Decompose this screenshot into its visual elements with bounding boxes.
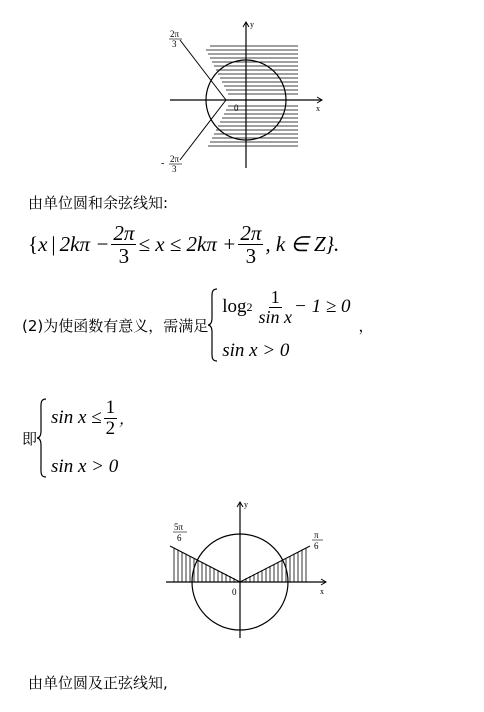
angle-bottom-den: 3 (172, 164, 177, 174)
brace-open: { (28, 232, 39, 257)
y-label: y (250, 20, 254, 29)
case-2: sin x > 0 (222, 340, 290, 361)
tail: − 1 ≥ 0 (294, 296, 351, 318)
y-label: y (244, 500, 248, 509)
frac-den: 2 (105, 417, 116, 439)
var-x: x (38, 232, 48, 257)
frac-num: 2π (113, 221, 135, 245)
tail: , k ∈ Z}. (265, 232, 340, 257)
angle-top-den: 3 (172, 39, 177, 49)
condition-system-2 (22, 398, 134, 478)
case-2: sin x > 0 (51, 456, 119, 477)
frac-den: 3 (118, 244, 130, 269)
angle-right-den: 6 (314, 541, 319, 551)
sin-le: sin x ≤ (51, 407, 102, 429)
case-1 (51, 398, 134, 439)
log: log (222, 296, 247, 318)
frac-den: sin x (258, 306, 293, 327)
figure-cosine-unit-circle (150, 18, 330, 178)
log-base: 2 (246, 299, 253, 314)
system-brace-2 (37, 398, 134, 478)
bar: | (51, 232, 56, 257)
left-bound: 2kπ − (59, 232, 110, 257)
system-brace-1 (208, 288, 350, 362)
comma: ， (358, 316, 374, 335)
figure-sine-unit-circle (160, 498, 340, 648)
frac-1-sinx (259, 288, 293, 327)
ray-5pi-6 (170, 546, 240, 582)
x-label: x (316, 104, 320, 113)
left-brace (37, 398, 47, 478)
text-cosine-line: 由单位圆和余弦线知: (28, 194, 169, 212)
solution-set-1 (28, 222, 339, 267)
comma: ， (119, 409, 135, 428)
angle-left-num: 5π (174, 522, 184, 532)
case-1 (222, 288, 350, 327)
frac-den: 3 (245, 244, 257, 269)
frac-num: 1 (270, 287, 280, 307)
condition-system-1 (22, 288, 374, 362)
part3-prefix: 即 (22, 429, 38, 448)
frac-1-2 (104, 398, 118, 439)
left-brace (208, 288, 218, 362)
x-label: x (320, 587, 324, 596)
frac-num: 1 (105, 397, 116, 418)
origin-label: 0 (234, 103, 239, 113)
origin-label: 0 (232, 587, 237, 597)
part2-prefix: (2)为使函数有意义，需满足 (22, 316, 209, 335)
angle-top-num: 2π (170, 29, 180, 39)
frac-2pi-3 (111, 222, 136, 267)
frac-2pi-3-b (238, 222, 263, 267)
angle-bottom-num: 2π (170, 154, 180, 164)
middle: ≤ x ≤ 2kπ + (138, 232, 237, 257)
angle-right-num: π (314, 530, 319, 540)
frac-num: 2π (240, 221, 262, 245)
text-sine-line: 由单位圆及正弦线知, (28, 674, 168, 692)
angle-bottom-sign: - (161, 158, 165, 169)
ray-pi-6 (240, 546, 310, 582)
angle-left-den: 6 (177, 533, 182, 543)
